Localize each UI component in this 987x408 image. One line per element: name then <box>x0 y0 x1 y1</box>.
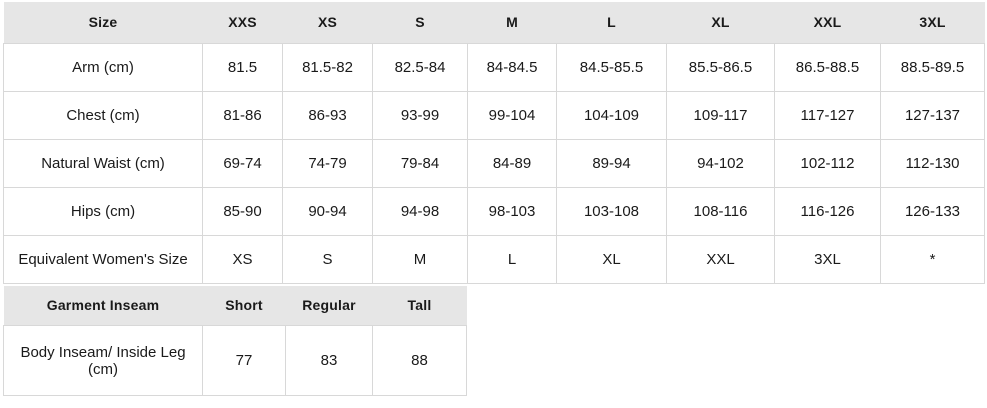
data-cell: 90-94 <box>283 187 373 235</box>
data-cell: 81.5 <box>203 43 283 91</box>
data-cell: 117-127 <box>775 91 881 139</box>
data-cell: 94-102 <box>667 139 775 187</box>
data-cell: 98-103 <box>468 187 557 235</box>
mens-size-table <box>3 2 985 284</box>
data-cell: 85.5-86.5 <box>667 43 775 91</box>
data-cell: 99-104 <box>468 91 557 139</box>
table-row-equivalent-women-s-size <box>4 235 985 283</box>
data-cell: 81-86 <box>203 91 283 139</box>
column-header-3xl: 3XL <box>881 2 985 43</box>
data-cell: 84-89 <box>468 139 557 187</box>
data-cell: 79-84 <box>373 139 468 187</box>
data-cell: 88.5-89.5 <box>881 43 985 91</box>
data-cell: 82.5-84 <box>373 43 468 91</box>
data-cell: S <box>283 235 373 283</box>
inseam-table-body <box>4 326 467 396</box>
data-cell: 86-93 <box>283 91 373 139</box>
data-cell: 127-137 <box>881 91 985 139</box>
row-label-cell: Chest (cm) <box>4 91 203 139</box>
data-cell: 103-108 <box>557 187 667 235</box>
data-cell: 112-130 <box>881 139 985 187</box>
table-row-natural-waist-cm <box>4 139 985 187</box>
row-label-cell: Natural Waist (cm) <box>4 139 203 187</box>
inseam-table-header-row <box>4 286 467 326</box>
column-header-l: L <box>557 2 667 43</box>
table-row-arm-cm <box>4 43 985 91</box>
data-cell: XL <box>557 235 667 283</box>
data-cell: M <box>373 235 468 283</box>
data-cell: 3XL <box>775 235 881 283</box>
data-cell: * <box>881 235 985 283</box>
data-cell: 89-94 <box>557 139 667 187</box>
corner-header-garment-inseam: Garment Inseam <box>4 286 203 326</box>
size-table-body <box>4 43 985 283</box>
data-cell: 93-99 <box>373 91 468 139</box>
column-header-m: M <box>468 2 557 43</box>
data-cell: 104-109 <box>557 91 667 139</box>
data-cell: 77 <box>203 326 286 396</box>
table-row-chest-cm <box>4 91 985 139</box>
data-cell: 84-84.5 <box>468 43 557 91</box>
column-header-xxl: XXL <box>775 2 881 43</box>
data-cell: 102-112 <box>775 139 881 187</box>
data-cell: 84.5-85.5 <box>557 43 667 91</box>
size-table-header-row <box>4 2 985 43</box>
row-label-cell: Body Inseam/ Inside Leg (cm) <box>4 326 203 396</box>
data-cell: L <box>468 235 557 283</box>
row-label-cell: Equivalent Women's Size <box>4 235 203 283</box>
table-row-body-inseam-inside-leg-cm <box>4 326 467 396</box>
row-label-cell: Hips (cm) <box>4 187 203 235</box>
data-cell: 109-117 <box>667 91 775 139</box>
data-cell: 85-90 <box>203 187 283 235</box>
column-header-short: Short <box>203 286 286 326</box>
corner-header-size: Size <box>4 2 203 43</box>
data-cell: 83 <box>286 326 373 396</box>
data-cell: 86.5-88.5 <box>775 43 881 91</box>
data-cell: 81.5-82 <box>283 43 373 91</box>
table-row-hips-cm <box>4 187 985 235</box>
data-cell: XXL <box>667 235 775 283</box>
column-header-xs: XS <box>283 2 373 43</box>
column-header-regular: Regular <box>286 286 373 326</box>
data-cell: 108-116 <box>667 187 775 235</box>
column-header-s: S <box>373 2 468 43</box>
column-header-xl: XL <box>667 2 775 43</box>
data-cell: 116-126 <box>775 187 881 235</box>
column-header-xxs: XXS <box>203 2 283 43</box>
data-cell: 126-133 <box>881 187 985 235</box>
data-cell: 74-79 <box>283 139 373 187</box>
data-cell: XS <box>203 235 283 283</box>
data-cell: 88 <box>373 326 467 396</box>
column-header-tall: Tall <box>373 286 467 326</box>
data-cell: 69-74 <box>203 139 283 187</box>
data-cell: 94-98 <box>373 187 468 235</box>
row-label-cell: Arm (cm) <box>4 43 203 91</box>
garment-inseam-table <box>3 286 467 397</box>
